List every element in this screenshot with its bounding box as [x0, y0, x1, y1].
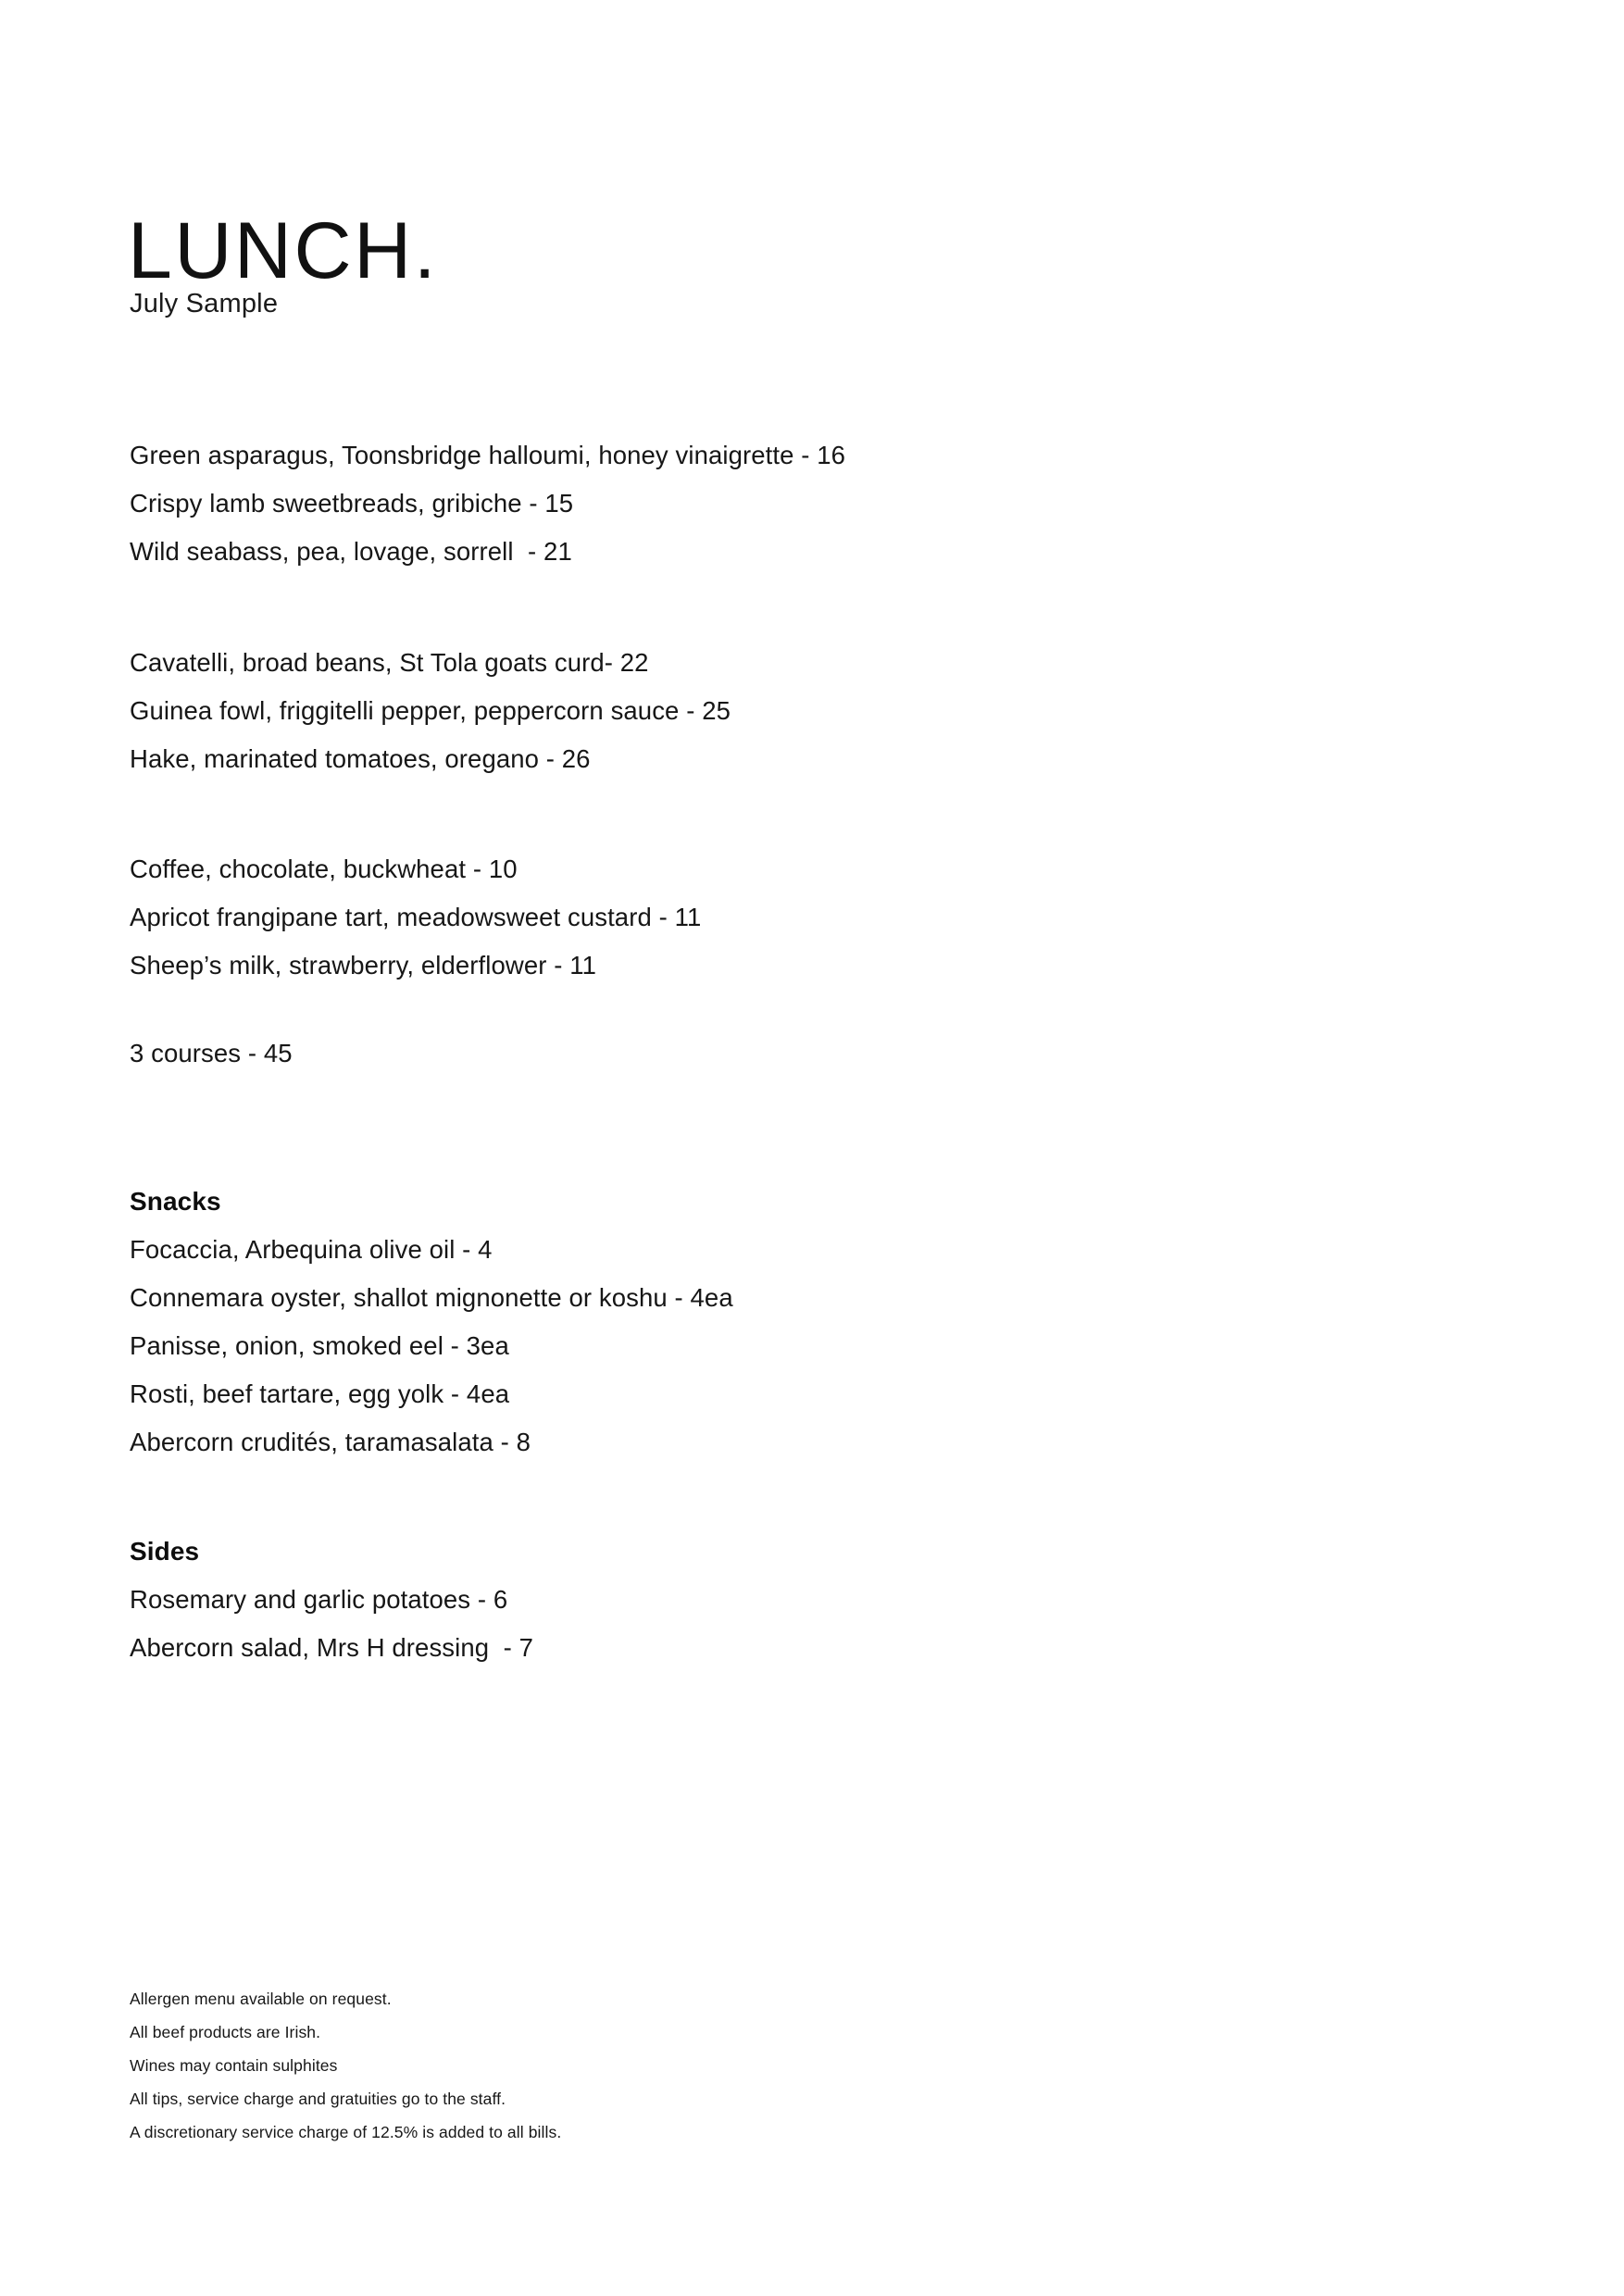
- footer-note: A discretionary service charge of 12.5% is added to all bills.: [130, 2123, 562, 2141]
- menu-item: Guinea fowl, friggitelli pepper, peppercorn sauce - 25: [130, 696, 731, 725]
- menu-subtitle: July Sample: [130, 289, 279, 318]
- menu-item: Abercorn salad, Mrs H dressing - 7: [130, 1633, 534, 1662]
- footer-note: All beef products are Irish.: [130, 2023, 321, 2041]
- menu-item: Wild seabass, pea, lovage, sorrell - 21: [130, 537, 572, 566]
- menu-item: Sheep’s milk, strawberry, elderflower - 11: [130, 951, 596, 980]
- footer-note: All tips, service charge and gratuities go to the staff.: [130, 2090, 506, 2108]
- snacks-section: [130, 1178, 733, 1466]
- footer-note: Wines may contain sulphites: [130, 2056, 338, 2075]
- sides-heading: Sides: [130, 1537, 200, 1566]
- menu-item: Panisse, onion, smoked eel - 3ea: [130, 1331, 509, 1360]
- menu-item: Coffee, chocolate, buckwheat - 10: [130, 855, 518, 883]
- menu-item: Green asparagus, Toonsbridge halloumi, honey vinaigrette - 16: [130, 441, 846, 469]
- menu-item: Crispy lamb sweetbreads, gribiche - 15: [130, 489, 574, 518]
- menu-item: Focaccia, Arbequina olive oil - 4: [130, 1235, 493, 1264]
- footer-note: Allergen menu available on request.: [130, 1990, 392, 2008]
- menu-item: Rosemary and garlic potatoes - 6: [130, 1585, 508, 1614]
- menu-item: Apricot frangipane tart, meadowsweet custard - 11: [130, 903, 702, 931]
- course-section-mains: [130, 639, 731, 783]
- footer-notes: [130, 1982, 561, 2149]
- menu-item: Connemara oyster, shallot mignonette or koshu - 4ea: [130, 1283, 733, 1312]
- course-section-desserts: [130, 845, 701, 990]
- menu-item: Rosti, beef tartare, egg yolk - 4ea: [130, 1379, 510, 1408]
- menu-item: Abercorn crudités, taramasalata - 8: [130, 1428, 531, 1456]
- set-menu-price: 3 courses - 45: [130, 1039, 293, 1067]
- page-title: LUNCH.: [128, 206, 439, 295]
- sides-section: [130, 1528, 533, 1672]
- snacks-heading: Snacks: [130, 1187, 221, 1216]
- course-section-starters: [130, 431, 845, 576]
- menu-item: Cavatelli, broad beans, St Tola goats curd- 22: [130, 648, 649, 677]
- menu-item: Hake, marinated tomatoes, oregano - 26: [130, 744, 591, 773]
